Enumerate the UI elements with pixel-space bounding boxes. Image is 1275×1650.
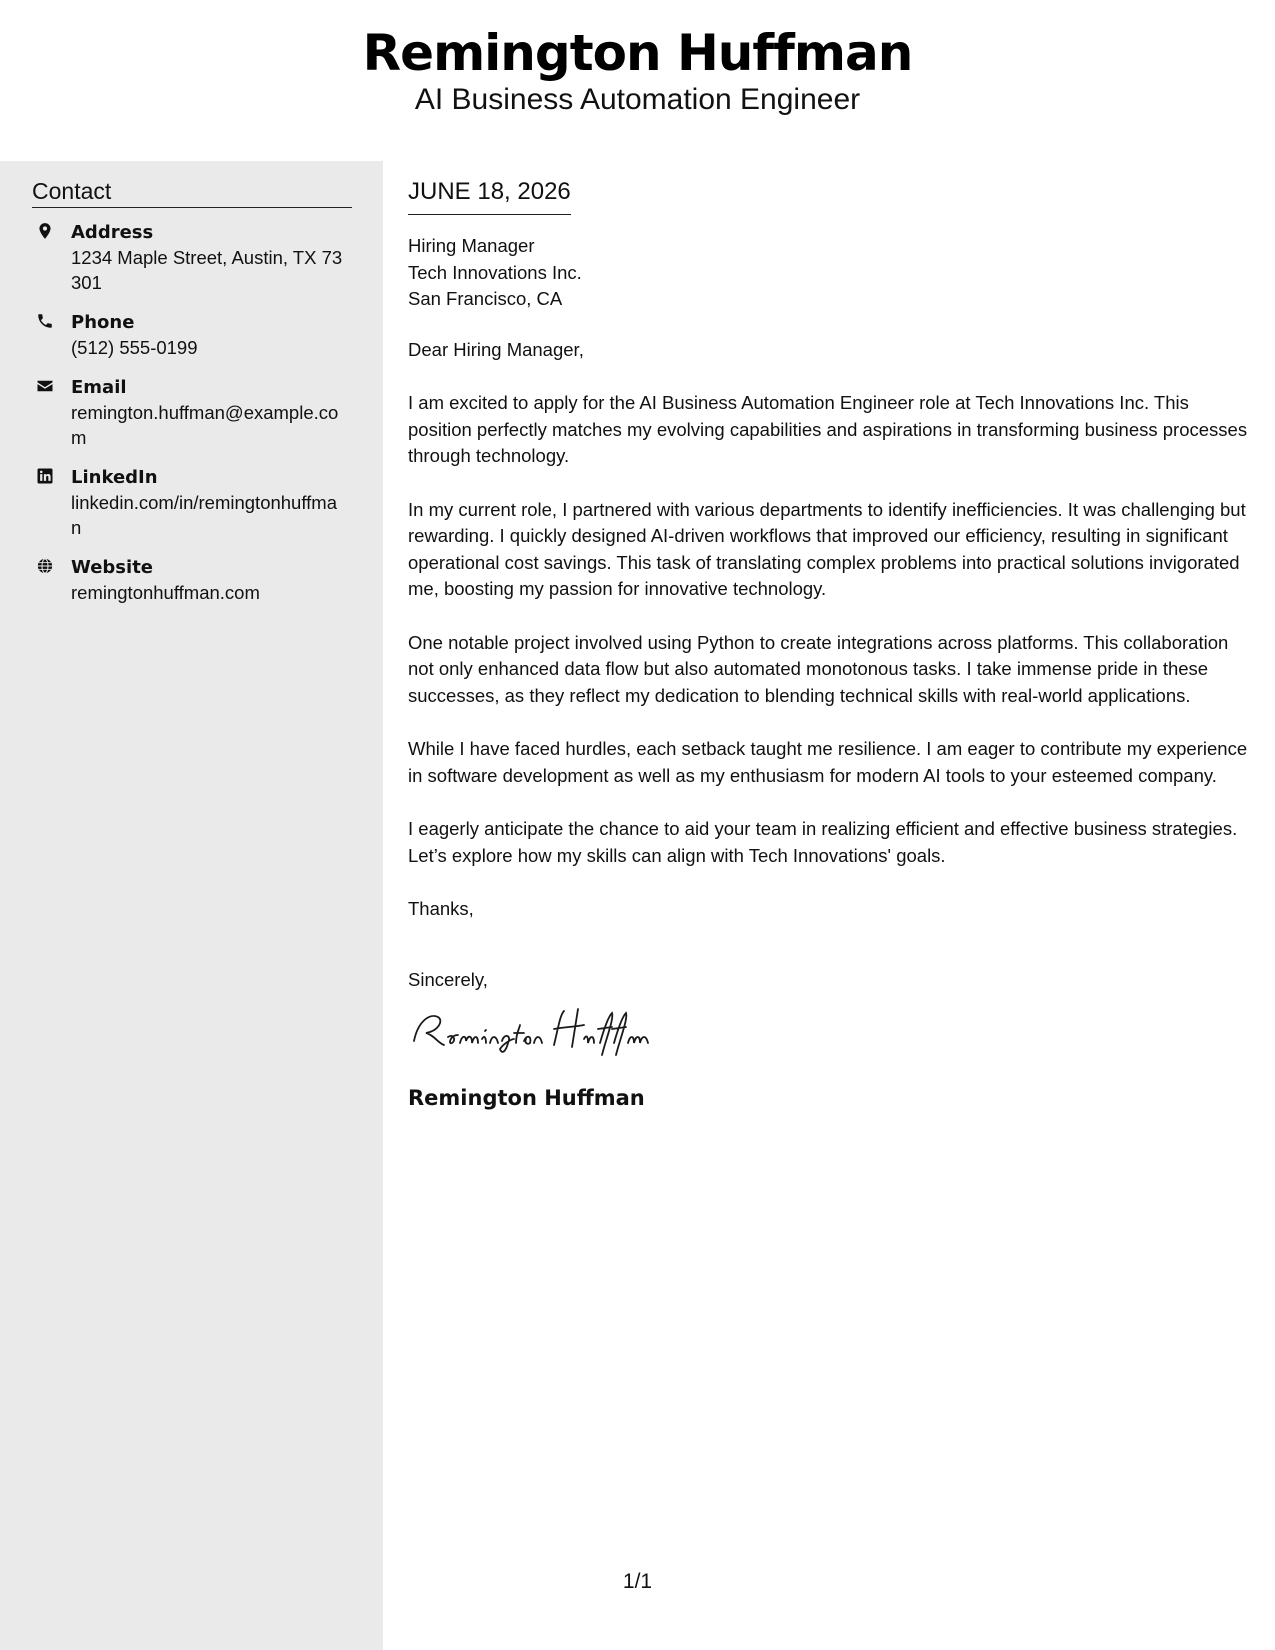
recipient-location: San Francisco, CA <box>408 288 563 309</box>
phone-icon <box>36 312 54 330</box>
letterhead <box>0 0 1275 161</box>
signed-name: Remington Huffman <box>408 1086 645 1110</box>
letter-date: JUNE 18, 2026 <box>408 176 571 215</box>
letter-body <box>408 176 1253 1112</box>
contact-label-address: Address <box>71 222 154 243</box>
handwritten-signature <box>408 999 678 1059</box>
recipient-company: Tech Innovations Inc. <box>408 261 582 283</box>
thanks-line: Thanks, <box>408 898 474 919</box>
globe-icon <box>36 557 54 575</box>
paragraph: I eagerly anticipate the chance to aid your team in realizing efficient and effective business strategies. Let’s explore how my skills can align with Tech Innovations' goals. <box>408 818 1238 866</box>
recipient-block <box>408 233 1253 313</box>
phone-value: (512) 555-0199 <box>71 337 198 358</box>
contact-label-website: Website <box>71 557 154 578</box>
contact-list <box>32 220 362 620</box>
contact-label-email: Email <box>71 377 127 398</box>
recipient-name: Hiring Manager <box>408 235 535 256</box>
applicant-title: AI Business Automation Engineer <box>414 83 861 116</box>
closing-line: Sincerely, <box>408 968 488 990</box>
paragraph: I am excited to apply for the AI Business Automation Engineer role at Tech Innovations Inc. This position perfectly matches my evolving capabilities and aspirations in transforming business processes through technology. <box>408 392 1248 466</box>
linkedin-link[interactable]: linkedin.com/in/remingtonhuffman <box>71 492 337 538</box>
contact-item-email <box>32 375 362 450</box>
website-link[interactable]: remingtonhuffman.com <box>71 582 260 603</box>
paragraph: In my current role, I partnered with various departments to identify inefficiencies. It was challenging but rewarding. I quickly designed AI-driven workflows that improved our efficiency, resulting in significant operational cost savings. This task of translating complex problems into practical solutions invigorated me, boosting my passion for innovative technology. <box>408 498 1246 599</box>
contact-heading: Contact <box>32 176 352 208</box>
salutation: Dear Hiring Manager, <box>408 338 584 360</box>
page-number: 1/1 <box>622 1570 653 1593</box>
envelope-icon <box>36 377 54 395</box>
contact-label-phone: Phone <box>71 312 135 333</box>
applicant-name: Remington Huffman <box>362 24 913 82</box>
letter-content <box>408 337 1253 994</box>
contact-item-phone <box>32 310 362 360</box>
paragraph: While I have faced hurdles, each setback taught me resilience. I am eager to contribute my experience in software development as well as my enthusiasm for modern AI tools to your esteemed company. <box>408 738 1248 786</box>
linkedin-icon <box>36 467 54 485</box>
address-value: 1234 Maple Street, Austin, TX 73301 <box>71 247 343 293</box>
email-link[interactable]: remington.huffman@example.com <box>71 402 339 448</box>
contact-item-linkedin <box>32 465 362 540</box>
contact-item-address <box>32 220 362 295</box>
contact-item-website <box>32 555 362 605</box>
paragraph: One notable project involved using Python to create integrations across platforms. This collaboration not only enhanced data flow but also automated monotonous tasks. I take immense pride in these successes, as they reflect my dedication to blending technical skills with real-world applications. <box>408 631 1229 706</box>
map-pin-icon <box>36 222 54 240</box>
contact-label-linkedin: LinkedIn <box>71 467 158 488</box>
